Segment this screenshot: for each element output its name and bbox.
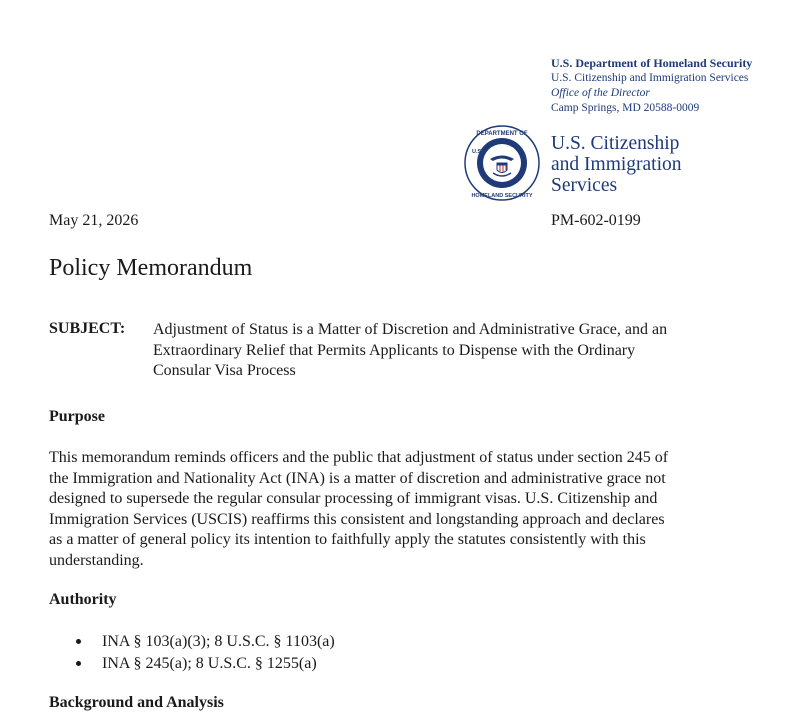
purpose-heading: Purpose: [49, 408, 105, 425]
bullet-icon: [76, 639, 81, 644]
subject-line: Adjustment of Status is a Matter of Discretion and Administrative Grace, and an: [153, 321, 668, 338]
logotype-line: Services: [551, 175, 618, 196]
seal-text-top: DEPARTMENT OF: [476, 131, 528, 137]
subject-line: Extraordinary Relief that Permits Applicants to Dispense with the Ordinary: [153, 341, 636, 359]
paragraph-line: designed to supersede the regular consular processing of immigrant visas. U.S. Citizenship and: [49, 490, 658, 507]
paragraph-line: understanding.: [49, 551, 144, 569]
seal-text-bottom: HOMELAND SECURITY: [471, 193, 533, 199]
office-name: Office of the Director: [551, 87, 650, 99]
list-item-text: INA § 103(a)(3); 8 U.S.C. § 1103(a): [102, 633, 335, 650]
logotype-line: and Immigration: [551, 154, 682, 175]
list-item: [76, 653, 335, 675]
paragraph-line: as a matter of general policy its intention to faithfully apply the statutes consistently with this: [49, 531, 646, 548]
authority-heading: Authority: [49, 591, 117, 608]
authority-list: [76, 631, 335, 675]
department-name: U.S. Department of Homeland Security: [551, 56, 753, 70]
bullet-icon: [76, 661, 81, 666]
paragraph-line: Immigration Services (USCIS) reaffirms this consistent and longstanding approach and declares: [49, 510, 665, 528]
memo-number: PM-602-0199: [551, 212, 641, 229]
page-title: Policy Memorandum: [49, 255, 253, 281]
list-item-text: INA § 245(a); 8 U.S.C. § 1255(a): [102, 655, 317, 672]
seal-text-left: U.S.: [472, 149, 483, 155]
agency-name: U.S. Citizenship and Immigration Services: [551, 72, 749, 84]
paragraph-line: This memorandum reminds officers and the public that adjustment of status under section 245 of: [49, 449, 669, 466]
list-item: [76, 631, 335, 653]
memo-date: May 21, 2026: [49, 212, 139, 229]
logotype-line: U.S. Citizenship: [551, 133, 680, 154]
dhs-seal-icon: [464, 125, 540, 201]
background-heading: Background and Analysis: [49, 694, 224, 711]
purpose-paragraph: [49, 448, 769, 571]
agency-address: Camp Springs, MD 20588-0009: [551, 102, 700, 114]
paragraph-line: the Immigration and Nationality Act (INA) is a matter of discretion and administrative grace not: [49, 469, 666, 487]
agency-address-block: [551, 56, 752, 116]
uscis-logotype: [551, 133, 682, 196]
subject-text: [153, 320, 753, 382]
subject-label: SUBJECT:: [49, 320, 126, 337]
subject-line: Consular Visa Process: [153, 362, 296, 379]
